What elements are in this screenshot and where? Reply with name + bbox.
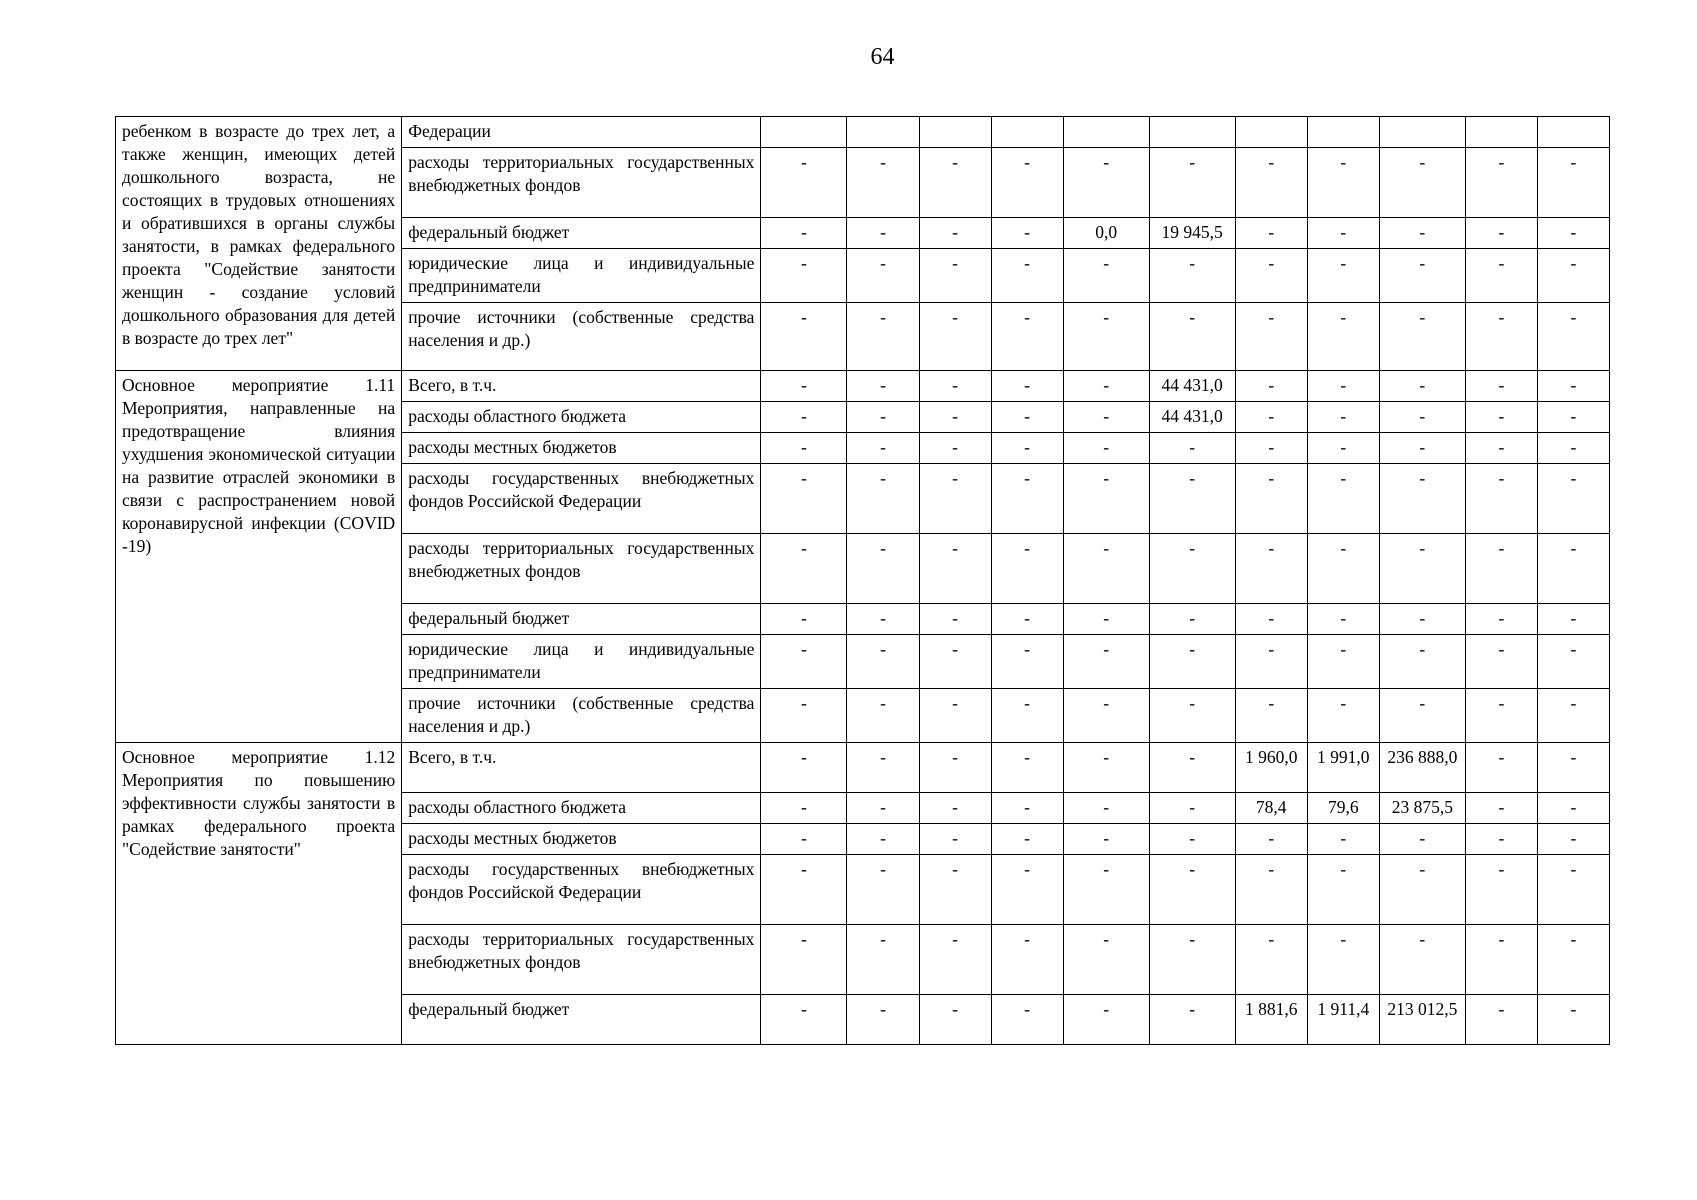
- funding-source-cell: расходы местных бюджетов: [402, 824, 761, 855]
- value-cell: -: [1063, 855, 1149, 925]
- value-cell: -: [847, 534, 919, 604]
- value-cell: [1235, 117, 1307, 148]
- funding-source-cell: юридические лица и индивидуальные предприниматели: [402, 249, 761, 303]
- value-cell: -: [1149, 148, 1235, 218]
- value-cell: -: [1465, 148, 1537, 218]
- value-cell: -: [847, 855, 919, 925]
- value-cell: 213 012,5: [1379, 995, 1465, 1045]
- value-cell: -: [1307, 925, 1379, 995]
- value-cell: -: [1149, 303, 1235, 371]
- funding-source-cell: юридические лица и индивидуальные предприниматели: [402, 635, 761, 689]
- value-cell: -: [919, 925, 991, 995]
- value-cell: -: [919, 793, 991, 824]
- value-cell: -: [1465, 249, 1537, 303]
- value-cell: -: [1537, 635, 1609, 689]
- value-cell: -: [1379, 925, 1465, 995]
- value-cell: -: [1063, 604, 1149, 635]
- value-cell: -: [1537, 402, 1609, 433]
- funding-source-cell: расходы местных бюджетов: [402, 433, 761, 464]
- value-cell: -: [1537, 793, 1609, 824]
- value-cell: -: [1465, 371, 1537, 402]
- value-cell: -: [1149, 534, 1235, 604]
- value-cell: 19 945,5: [1149, 218, 1235, 249]
- value-cell: 0,0: [1063, 218, 1149, 249]
- value-cell: -: [1307, 371, 1379, 402]
- value-cell: -: [919, 148, 991, 218]
- value-cell: -: [991, 604, 1063, 635]
- value-cell: -: [1465, 402, 1537, 433]
- value-cell: -: [919, 995, 991, 1045]
- funding-table: [115, 116, 1610, 1045]
- value-cell: -: [1063, 402, 1149, 433]
- value-cell: -: [1149, 824, 1235, 855]
- value-cell: -: [847, 303, 919, 371]
- value-cell: -: [991, 371, 1063, 402]
- value-cell: -: [1063, 793, 1149, 824]
- value-cell: -: [1537, 249, 1609, 303]
- value-cell: -: [1537, 433, 1609, 464]
- value-cell: -: [1235, 303, 1307, 371]
- funding-source-cell: расходы территориальных государственных внебюджетных фондов: [402, 925, 761, 995]
- table-body: [116, 117, 1610, 1045]
- value-cell: -: [919, 635, 991, 689]
- value-cell: -: [919, 534, 991, 604]
- value-cell: -: [1149, 793, 1235, 824]
- funding-source-cell: расходы территориальных государственных внебюджетных фондов: [402, 148, 761, 218]
- value-cell: -: [991, 303, 1063, 371]
- activity-description-cell: ребенком в возрасте до трех лет, а также женщин, имеющих детей дошкольного возраста, не состоящих в трудовых отношениях и обратившихся в органы службы занятости, в рамках федерального проекта "Содействие занятости женщин - создание условий дошкольного образования для детей в возрасте до трех лет": [116, 117, 402, 371]
- value-cell: -: [1537, 855, 1609, 925]
- value-cell: -: [1063, 534, 1149, 604]
- value-cell: -: [1379, 148, 1465, 218]
- value-cell: -: [1063, 371, 1149, 402]
- table-row: [116, 371, 1610, 402]
- value-cell: -: [761, 743, 847, 793]
- value-cell: -: [1235, 635, 1307, 689]
- value-cell: -: [1379, 824, 1465, 855]
- value-cell: -: [1149, 604, 1235, 635]
- value-cell: -: [919, 689, 991, 743]
- value-cell: -: [1307, 303, 1379, 371]
- value-cell: -: [847, 402, 919, 433]
- value-cell: -: [919, 824, 991, 855]
- value-cell: -: [847, 218, 919, 249]
- value-cell: -: [1465, 604, 1537, 635]
- value-cell: -: [761, 635, 847, 689]
- value-cell: -: [1537, 604, 1609, 635]
- value-cell: -: [1379, 218, 1465, 249]
- value-cell: -: [1379, 249, 1465, 303]
- value-cell: [919, 117, 991, 148]
- value-cell: -: [1149, 433, 1235, 464]
- value-cell: -: [1379, 464, 1465, 534]
- value-cell: -: [1149, 743, 1235, 793]
- value-cell: -: [1063, 743, 1149, 793]
- value-cell: 1 960,0: [1235, 743, 1307, 793]
- value-cell: -: [1465, 855, 1537, 925]
- value-cell: [1379, 117, 1465, 148]
- value-cell: -: [919, 249, 991, 303]
- value-cell: -: [847, 249, 919, 303]
- value-cell: -: [1465, 925, 1537, 995]
- funding-source-cell: федеральный бюджет: [402, 604, 761, 635]
- value-cell: -: [1063, 148, 1149, 218]
- value-cell: -: [1465, 824, 1537, 855]
- value-cell: -: [991, 743, 1063, 793]
- value-cell: -: [1063, 303, 1149, 371]
- value-cell: -: [919, 371, 991, 402]
- value-cell: -: [847, 689, 919, 743]
- value-cell: -: [1235, 249, 1307, 303]
- funding-source-cell: расходы территориальных государственных внебюджетных фондов: [402, 534, 761, 604]
- value-cell: -: [1063, 249, 1149, 303]
- value-cell: -: [1379, 855, 1465, 925]
- value-cell: [991, 117, 1063, 148]
- value-cell: -: [1537, 218, 1609, 249]
- funding-source-cell: расходы областного бюджета: [402, 402, 761, 433]
- value-cell: [1307, 117, 1379, 148]
- value-cell: -: [1379, 689, 1465, 743]
- funding-source-cell: расходы государственных внебюджетных фондов Российской Федерации: [402, 464, 761, 534]
- value-cell: -: [919, 218, 991, 249]
- value-cell: -: [1307, 218, 1379, 249]
- value-cell: -: [1379, 402, 1465, 433]
- value-cell: -: [991, 402, 1063, 433]
- value-cell: -: [1537, 534, 1609, 604]
- value-cell: -: [1465, 433, 1537, 464]
- value-cell: -: [847, 793, 919, 824]
- value-cell: -: [1235, 534, 1307, 604]
- value-cell: -: [1307, 249, 1379, 303]
- value-cell: -: [761, 793, 847, 824]
- activity-description-cell: Основное мероприятие 1.12 Мероприятия по повышению эффективности службы занятости в рамках федерального проекта "Содействие занятости": [116, 743, 402, 1045]
- value-cell: 23 875,5: [1379, 793, 1465, 824]
- value-cell: -: [1465, 218, 1537, 249]
- value-cell: 1 991,0: [1307, 743, 1379, 793]
- value-cell: -: [847, 371, 919, 402]
- value-cell: -: [919, 402, 991, 433]
- value-cell: -: [1307, 433, 1379, 464]
- value-cell: -: [1235, 371, 1307, 402]
- value-cell: -: [1465, 534, 1537, 604]
- value-cell: -: [1379, 303, 1465, 371]
- value-cell: -: [919, 743, 991, 793]
- value-cell: -: [1235, 925, 1307, 995]
- value-cell: -: [1379, 433, 1465, 464]
- value-cell: -: [761, 925, 847, 995]
- value-cell: -: [761, 534, 847, 604]
- value-cell: -: [1537, 689, 1609, 743]
- value-cell: -: [1235, 148, 1307, 218]
- value-cell: -: [919, 303, 991, 371]
- value-cell: -: [1235, 464, 1307, 534]
- value-cell: -: [1537, 743, 1609, 793]
- value-cell: -: [847, 464, 919, 534]
- value-cell: -: [1465, 635, 1537, 689]
- value-cell: -: [1537, 925, 1609, 995]
- value-cell: 236 888,0: [1379, 743, 1465, 793]
- table-row: [116, 743, 1610, 793]
- value-cell: -: [847, 925, 919, 995]
- value-cell: -: [847, 148, 919, 218]
- value-cell: -: [1235, 855, 1307, 925]
- value-cell: -: [1537, 824, 1609, 855]
- table-row: [116, 117, 1610, 148]
- value-cell: -: [991, 824, 1063, 855]
- value-cell: -: [919, 464, 991, 534]
- value-cell: 1 911,4: [1307, 995, 1379, 1045]
- value-cell: -: [1465, 464, 1537, 534]
- value-cell: -: [1063, 464, 1149, 534]
- value-cell: -: [991, 534, 1063, 604]
- value-cell: [1537, 117, 1609, 148]
- value-cell: -: [1379, 534, 1465, 604]
- value-cell: [761, 117, 847, 148]
- value-cell: -: [1149, 635, 1235, 689]
- funding-source-cell: Всего, в т.ч.: [402, 371, 761, 402]
- value-cell: -: [1063, 824, 1149, 855]
- value-cell: -: [1537, 371, 1609, 402]
- value-cell: -: [847, 995, 919, 1045]
- value-cell: -: [1379, 371, 1465, 402]
- value-cell: -: [1379, 635, 1465, 689]
- value-cell: -: [761, 433, 847, 464]
- value-cell: -: [1307, 464, 1379, 534]
- value-cell: -: [1149, 464, 1235, 534]
- value-cell: 1 881,6: [1235, 995, 1307, 1045]
- activity-description-cell: Основное мероприятие 1.11 Мероприятия, направленные на предотвращение влияния ухудшения экономической ситуации на развитие отраслей экономики в связи с распространением новой коронавирусной инфекции (COVID -19): [116, 371, 402, 743]
- value-cell: -: [991, 793, 1063, 824]
- value-cell: -: [847, 635, 919, 689]
- value-cell: -: [761, 371, 847, 402]
- value-cell: -: [1537, 995, 1609, 1045]
- value-cell: 78,4: [1235, 793, 1307, 824]
- value-cell: -: [1149, 855, 1235, 925]
- value-cell: -: [1379, 604, 1465, 635]
- value-cell: -: [761, 604, 847, 635]
- value-cell: -: [919, 855, 991, 925]
- value-cell: -: [1235, 402, 1307, 433]
- value-cell: -: [919, 433, 991, 464]
- value-cell: -: [991, 148, 1063, 218]
- value-cell: -: [1063, 433, 1149, 464]
- value-cell: 44 431,0: [1149, 371, 1235, 402]
- value-cell: -: [1465, 689, 1537, 743]
- value-cell: -: [761, 303, 847, 371]
- value-cell: -: [1063, 689, 1149, 743]
- value-cell: -: [1307, 534, 1379, 604]
- value-cell: -: [761, 824, 847, 855]
- value-cell: -: [991, 249, 1063, 303]
- funding-source-cell: расходы областного бюджета: [402, 793, 761, 824]
- value-cell: -: [1235, 433, 1307, 464]
- value-cell: [1465, 117, 1537, 148]
- value-cell: [1063, 117, 1149, 148]
- value-cell: -: [919, 604, 991, 635]
- funding-source-cell: расходы государственных внебюджетных фондов Российской Федерации: [402, 855, 761, 925]
- value-cell: -: [1149, 249, 1235, 303]
- value-cell: -: [1235, 689, 1307, 743]
- value-cell: -: [1465, 793, 1537, 824]
- value-cell: -: [847, 743, 919, 793]
- value-cell: -: [761, 855, 847, 925]
- value-cell: -: [847, 604, 919, 635]
- value-cell: [847, 117, 919, 148]
- value-cell: -: [1465, 743, 1537, 793]
- value-cell: 44 431,0: [1149, 402, 1235, 433]
- value-cell: -: [761, 249, 847, 303]
- value-cell: -: [1063, 635, 1149, 689]
- funding-source-cell: федеральный бюджет: [402, 995, 761, 1045]
- value-cell: -: [991, 635, 1063, 689]
- value-cell: -: [1537, 303, 1609, 371]
- value-cell: -: [1307, 402, 1379, 433]
- value-cell: -: [1537, 148, 1609, 218]
- value-cell: -: [1465, 303, 1537, 371]
- value-cell: -: [761, 402, 847, 433]
- value-cell: -: [761, 995, 847, 1045]
- value-cell: -: [1149, 925, 1235, 995]
- value-cell: -: [991, 689, 1063, 743]
- funding-source-cell: Федерации: [402, 117, 761, 148]
- value-cell: -: [761, 464, 847, 534]
- value-cell: -: [761, 218, 847, 249]
- value-cell: -: [1235, 604, 1307, 635]
- funding-source-cell: Всего, в т.ч.: [402, 743, 761, 793]
- value-cell: -: [991, 464, 1063, 534]
- value-cell: -: [991, 925, 1063, 995]
- value-cell: [1149, 117, 1235, 148]
- value-cell: -: [1307, 148, 1379, 218]
- value-cell: -: [991, 855, 1063, 925]
- value-cell: -: [847, 824, 919, 855]
- value-cell: -: [991, 218, 1063, 249]
- value-cell: -: [1307, 604, 1379, 635]
- funding-source-cell: прочие источники (собственные средства населения и др.): [402, 303, 761, 371]
- value-cell: 79,6: [1307, 793, 1379, 824]
- value-cell: -: [1063, 925, 1149, 995]
- value-cell: -: [991, 433, 1063, 464]
- value-cell: -: [1063, 995, 1149, 1045]
- value-cell: -: [1307, 689, 1379, 743]
- value-cell: -: [847, 433, 919, 464]
- value-cell: -: [1307, 824, 1379, 855]
- funding-source-cell: федеральный бюджет: [402, 218, 761, 249]
- value-cell: -: [1149, 995, 1235, 1045]
- value-cell: -: [991, 995, 1063, 1045]
- value-cell: -: [1537, 464, 1609, 534]
- value-cell: -: [1149, 689, 1235, 743]
- value-cell: -: [1465, 995, 1537, 1045]
- funding-source-cell: прочие источники (собственные средства населения и др.): [402, 689, 761, 743]
- value-cell: -: [1235, 218, 1307, 249]
- value-cell: -: [1307, 855, 1379, 925]
- value-cell: -: [1235, 824, 1307, 855]
- value-cell: -: [761, 148, 847, 218]
- page-number: 64: [870, 44, 895, 70]
- value-cell: -: [1307, 635, 1379, 689]
- value-cell: -: [761, 689, 847, 743]
